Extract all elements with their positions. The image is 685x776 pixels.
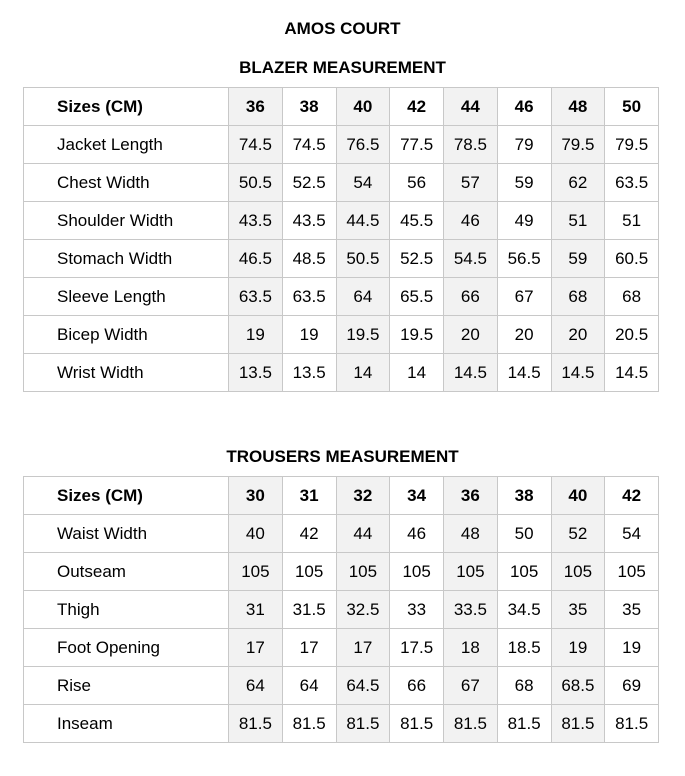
measurement-value: 20 bbox=[444, 316, 498, 354]
measurement-value: 66 bbox=[444, 278, 498, 316]
measurement-value: 76.5 bbox=[336, 126, 390, 164]
blazer-size-table bbox=[23, 87, 659, 392]
table-row bbox=[24, 705, 659, 743]
measurement-value: 81.5 bbox=[229, 705, 283, 743]
measurement-value: 68 bbox=[605, 278, 659, 316]
table-row bbox=[24, 278, 659, 316]
measurement-label: Rise bbox=[24, 667, 229, 705]
measurement-value: 48.5 bbox=[282, 240, 336, 278]
measurement-value: 54 bbox=[336, 164, 390, 202]
measurement-value: 43.5 bbox=[229, 202, 283, 240]
measurement-value: 19.5 bbox=[390, 316, 444, 354]
table-header-row bbox=[24, 477, 659, 515]
measurement-value: 14.5 bbox=[551, 354, 605, 392]
measurement-value: 14.5 bbox=[605, 354, 659, 392]
size-header-cell: 38 bbox=[497, 477, 551, 515]
measurement-value: 64 bbox=[229, 667, 283, 705]
measurement-value: 20.5 bbox=[605, 316, 659, 354]
measurement-value: 34.5 bbox=[497, 591, 551, 629]
measurement-value: 79.5 bbox=[605, 126, 659, 164]
measurement-value: 105 bbox=[444, 553, 498, 591]
table-header-row bbox=[24, 88, 659, 126]
size-header-cell: 40 bbox=[551, 477, 605, 515]
measurement-value: 45.5 bbox=[390, 202, 444, 240]
measurement-value: 33.5 bbox=[444, 591, 498, 629]
measurement-value: 67 bbox=[497, 278, 551, 316]
measurement-value: 20 bbox=[497, 316, 551, 354]
measurement-value: 81.5 bbox=[605, 705, 659, 743]
measurement-value: 74.5 bbox=[229, 126, 283, 164]
measurement-value: 79.5 bbox=[551, 126, 605, 164]
measurement-value: 67 bbox=[444, 667, 498, 705]
size-header-cell: 42 bbox=[605, 477, 659, 515]
table-row bbox=[24, 126, 659, 164]
trousers-section-title: TROUSERS MEASUREMENT bbox=[226, 447, 459, 466]
size-header-cell: 34 bbox=[390, 477, 444, 515]
size-header-cell: 46 bbox=[497, 88, 551, 126]
measurement-value: 52.5 bbox=[390, 240, 444, 278]
measurement-value: 14 bbox=[390, 354, 444, 392]
measurement-value: 46.5 bbox=[229, 240, 283, 278]
measurement-value: 17 bbox=[229, 629, 283, 667]
measurement-value: 33 bbox=[390, 591, 444, 629]
measurement-value: 17 bbox=[282, 629, 336, 667]
measurement-value: 60.5 bbox=[605, 240, 659, 278]
size-header-cell: 44 bbox=[444, 88, 498, 126]
measurement-value: 79 bbox=[497, 126, 551, 164]
size-header-cell: 30 bbox=[229, 477, 283, 515]
measurement-value: 43.5 bbox=[282, 202, 336, 240]
measurement-value: 19.5 bbox=[336, 316, 390, 354]
table-row bbox=[24, 629, 659, 667]
measurement-value: 81.5 bbox=[336, 705, 390, 743]
measurement-value: 81.5 bbox=[497, 705, 551, 743]
measurement-value: 35 bbox=[551, 591, 605, 629]
measurement-value: 44.5 bbox=[336, 202, 390, 240]
measurement-value: 56.5 bbox=[497, 240, 551, 278]
measurement-label: Inseam bbox=[24, 705, 229, 743]
measurement-value: 78.5 bbox=[444, 126, 498, 164]
measurement-label: Chest Width bbox=[24, 164, 229, 202]
measurement-value: 14 bbox=[336, 354, 390, 392]
measurement-value: 42 bbox=[282, 515, 336, 553]
measurement-value: 105 bbox=[336, 553, 390, 591]
measurement-label: Wrist Width bbox=[24, 354, 229, 392]
measurement-value: 48 bbox=[444, 515, 498, 553]
measurement-value: 63.5 bbox=[605, 164, 659, 202]
measurement-value: 63.5 bbox=[282, 278, 336, 316]
size-header-cell: 38 bbox=[282, 88, 336, 126]
measurement-value: 17 bbox=[336, 629, 390, 667]
size-header-cell: 40 bbox=[336, 88, 390, 126]
measurement-value: 20 bbox=[551, 316, 605, 354]
measurement-value: 51 bbox=[551, 202, 605, 240]
measurement-value: 19 bbox=[605, 629, 659, 667]
measurement-label: Shoulder Width bbox=[24, 202, 229, 240]
measurement-value: 69 bbox=[605, 667, 659, 705]
measurement-value: 62 bbox=[551, 164, 605, 202]
measurement-value: 81.5 bbox=[390, 705, 444, 743]
measurement-label: Jacket Length bbox=[24, 126, 229, 164]
table-row bbox=[24, 553, 659, 591]
measurement-value: 50.5 bbox=[336, 240, 390, 278]
measurement-label: Outseam bbox=[24, 553, 229, 591]
measurement-value: 68 bbox=[551, 278, 605, 316]
measurement-value: 50 bbox=[497, 515, 551, 553]
measurement-value: 44 bbox=[336, 515, 390, 553]
measurement-value: 17.5 bbox=[390, 629, 444, 667]
measurement-value: 105 bbox=[229, 553, 283, 591]
measurement-value: 49 bbox=[497, 202, 551, 240]
measurement-value: 63.5 bbox=[229, 278, 283, 316]
size-header-cell: 48 bbox=[551, 88, 605, 126]
measurement-value: 105 bbox=[390, 553, 444, 591]
measurement-value: 81.5 bbox=[444, 705, 498, 743]
measurement-value: 14.5 bbox=[444, 354, 498, 392]
brand-title: AMOS COURT bbox=[284, 19, 401, 38]
measurement-value: 59 bbox=[551, 240, 605, 278]
measurement-value: 105 bbox=[497, 553, 551, 591]
measurement-value: 54 bbox=[605, 515, 659, 553]
measurement-value: 74.5 bbox=[282, 126, 336, 164]
measurement-label: Bicep Width bbox=[24, 316, 229, 354]
measurement-value: 35 bbox=[605, 591, 659, 629]
measurement-value: 32.5 bbox=[336, 591, 390, 629]
measurement-value: 81.5 bbox=[282, 705, 336, 743]
measurement-value: 14.5 bbox=[497, 354, 551, 392]
measurement-value: 68 bbox=[497, 667, 551, 705]
measurement-value: 68.5 bbox=[551, 667, 605, 705]
measurement-value: 64 bbox=[336, 278, 390, 316]
measurement-label: Foot Opening bbox=[24, 629, 229, 667]
measurement-value: 64.5 bbox=[336, 667, 390, 705]
measurement-value: 56 bbox=[390, 164, 444, 202]
blazer-section-title: BLAZER MEASUREMENT bbox=[239, 58, 446, 77]
measurement-value: 105 bbox=[605, 553, 659, 591]
measurement-value: 51 bbox=[605, 202, 659, 240]
size-header-cell: 50 bbox=[605, 88, 659, 126]
measurement-value: 50.5 bbox=[229, 164, 283, 202]
table-row bbox=[24, 591, 659, 629]
size-header-cell: 32 bbox=[336, 477, 390, 515]
size-header-cell: 36 bbox=[229, 88, 283, 126]
sizes-header-label: Sizes (CM) bbox=[24, 88, 229, 126]
measurement-label: Waist Width bbox=[24, 515, 229, 553]
measurement-value: 66 bbox=[390, 667, 444, 705]
measurement-value: 59 bbox=[497, 164, 551, 202]
measurement-value: 105 bbox=[282, 553, 336, 591]
measurement-value: 65.5 bbox=[390, 278, 444, 316]
measurement-value: 54.5 bbox=[444, 240, 498, 278]
measurement-value: 18 bbox=[444, 629, 498, 667]
measurement-value: 13.5 bbox=[229, 354, 283, 392]
size-header-cell: 36 bbox=[444, 477, 498, 515]
measurement-label: Sleeve Length bbox=[24, 278, 229, 316]
size-header-cell: 31 bbox=[282, 477, 336, 515]
table-row bbox=[24, 515, 659, 553]
measurement-value: 57 bbox=[444, 164, 498, 202]
measurement-value: 19 bbox=[551, 629, 605, 667]
measurement-value: 31 bbox=[229, 591, 283, 629]
measurement-value: 40 bbox=[229, 515, 283, 553]
table-row bbox=[24, 240, 659, 278]
measurement-value: 52 bbox=[551, 515, 605, 553]
measurement-value: 18.5 bbox=[497, 629, 551, 667]
measurement-value: 77.5 bbox=[390, 126, 444, 164]
sizes-header-label: Sizes (CM) bbox=[24, 477, 229, 515]
table-row bbox=[24, 667, 659, 705]
measurement-value: 31.5 bbox=[282, 591, 336, 629]
measurement-value: 46 bbox=[444, 202, 498, 240]
measurement-value: 19 bbox=[229, 316, 283, 354]
measurement-value: 81.5 bbox=[551, 705, 605, 743]
size-header-cell: 42 bbox=[390, 88, 444, 126]
measurement-value: 13.5 bbox=[282, 354, 336, 392]
measurement-label: Thigh bbox=[24, 591, 229, 629]
table-row bbox=[24, 202, 659, 240]
table-row bbox=[24, 316, 659, 354]
measurement-value: 19 bbox=[282, 316, 336, 354]
measurement-value: 52.5 bbox=[282, 164, 336, 202]
table-row bbox=[24, 354, 659, 392]
trousers-size-table bbox=[23, 476, 659, 743]
measurement-value: 46 bbox=[390, 515, 444, 553]
measurement-value: 105 bbox=[551, 553, 605, 591]
measurement-value: 64 bbox=[282, 667, 336, 705]
measurement-label: Stomach Width bbox=[24, 240, 229, 278]
table-row bbox=[24, 164, 659, 202]
